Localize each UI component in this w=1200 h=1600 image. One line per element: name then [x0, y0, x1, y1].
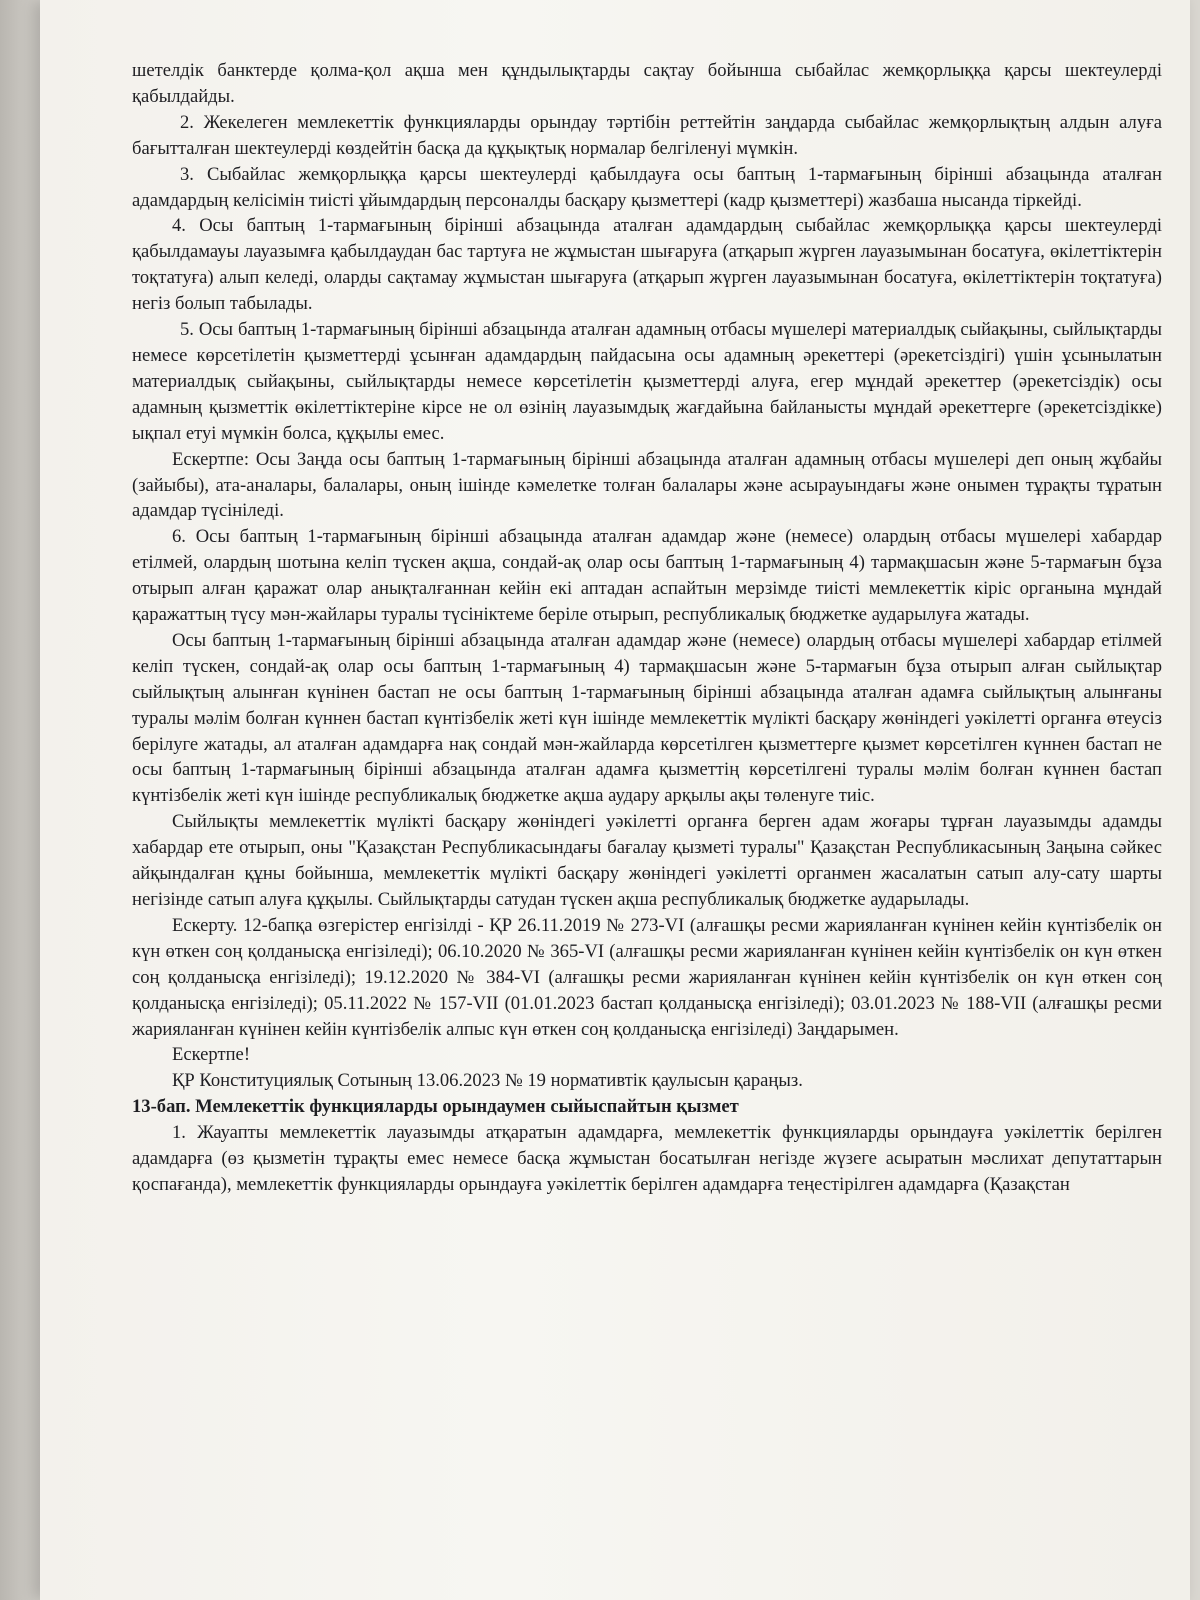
paragraph-note: Ескертпе: Осы Заңда осы баптың 1-тармағының бірінші абзацында аталған адамның отбасы мүшелері деп оның жұбайы (зайыбы), ата-аналары, балалары, оның ішінде кәмелетке толған балалары және асырауындағы және онымен тұрақты тұратын адамдар түсініледі.	[132, 448, 1162, 522]
paragraph-court-reference: ҚР Конституциялық Сотының 13.06.2023 № 19 нормативтік қаулысын қараңыз.	[172, 1070, 803, 1092]
paragraph-article-13-item-1: 1. Жауапты мемлекеттік лауазымды атқаратын адамдарға, мемлекеттік функцияларды орындауға уәкілеттік берілген адамдарға (өз қызметін тұрақты емес немесе басқа жұмыстан босатылған негізде жүзеге асыратын мәслихат депутаттарын қоспағанда), мемлекеттік функцияларды орындауға уәкілеттік берілген адамдарға теңестірілген адамдарға (Қазақстан	[132, 1122, 1162, 1195]
paragraph-item-2: 2. Жекелеген мемлекеттік функцияларды орындау тәртібін реттейтін заңдарда сыбайлас жемқорлықтың алдын алуға бағытталған шектеулерді көздейтін басқа да құқықтық нормалар белгіленуі мүмкін.	[132, 111, 1162, 159]
paragraph-gift-purchase: Сыйлықты мемлекеттік мүлікті басқару жөніндегі уәкілетті органға берген адам жоғары тұрған лауазымды адамды хабардар ете отырып, оны "Қазақстан Республикасындағы бағалау қызметі туралы" Қазақстан Республикасының Заңына сәйкес айқындалған құны бойынша, мемлекеттік мүлікті басқару жөніндегі уәкілетті органмен жасалатын сатып алу-сату шарты негізінде сатып алуға құқылы. Сыйлықтарды сатудан түскен ақша республикалық бюджетке аударылады.	[132, 811, 1162, 910]
page-edge-shadow	[0, 0, 40, 1600]
paragraph-item-3: 3. Сыбайлас жемқорлыққа қарсы шектеулерді қабылдауға осы баптың 1-тармағының бірінші абзацында аталған адамдардың келісімін тиісті ұйымдардың персоналды басқару қызметтері (кадр қызметтері) жазбаша нысанда тіркейді.	[132, 163, 1162, 211]
paragraph-item-6: 6. Осы баптың 1-тармағының бірінші абзацында аталған адамдар және (немесе) олардың отбасы мүшелері хабардар етілмей, олардың шотына келіп түскен ақша, сондай-ақ олар осы баптың 1-тармағының 4) тармақшасын және 5-тармағын бұза отырып алған қаражат олар анықталғаннан кейін екі аптадан аспайтын мерзімде тиісті мемлекеттік кіріс органына мұндай қаражаттың түсу мән-жайлары туралы түсініктеме беріле отырып, республикалық бюджетке аударылуға жатады.	[132, 526, 1162, 626]
paragraph-note-heading: Ескертпе!	[172, 1044, 251, 1066]
paragraph-item-4: 4. Осы баптың 1-тармағының бірінші абзацында аталған адамдардың сыбайлас жемқорлыққа қарсы шектеулерді қабылдамауы лауазымға қабылдаудан бас тартуға не жұмыстан шығаруға (атқарып жүрген лауазымынан босатуға, өкілеттіктерін тоқтатуға) алып келеді, оларды сақтамау жұмыстан шығаруға (атқарып жүрген лауазымынан босатуға, өкілеттіктерін тоқтатуға) негіз болып табылады.	[132, 215, 1162, 315]
document-text	[132, 58, 1162, 1198]
paragraph-continuation: шетелдік банктерде қолма-қол ақша мен құндылықтарды сақтау бойынша сыбайлас жемқорлыққа қарсы шектеулерді қабылдайды.	[132, 60, 1162, 107]
paragraph-item-5: 5. Осы баптың 1-тармағының бірінші абзацында аталған адамның отбасы мүшелері материалдық сыйақыны, сыйлықтарды немесе көрсетілетін қызметтерді ұсынған адамдардың пайдасына осы адамның әрекеттері (әрекетсіздігі) үшін ұсынылатын материалдық сыйақыны, сыйлықтарды немесе көрсетілетін қызметтерді алуға, егер мұндай әрекеттер (әрекетсіздік) осы адамның қызметтік өкілеттіктеріне кірсе не ол өзінің лауазымдық жағдайына байланысты мұндай әрекеттерге (әрекетсіздікке) ықпал етуі мүмкін болса, құқылы емес.	[132, 319, 1162, 444]
article-13-title: 13-бап. Мемлекеттік функцияларды орындаумен сыйыспайтын қызмет	[132, 1096, 739, 1118]
paragraph-gifts: Осы баптың 1-тармағының бірінші абзацында аталған адамдар және (немесе) олардың отбасы мүшелері хабардар етілмей келіп түскен, сондай-ақ олар осы баптың 1-тармағының 4) тармақшасын және 5-тармағын бұза отырып алған сыйлықтар сыйлықтың алынған күнінен бастап не осы баптың 1-тармағының бірінші абзацында аталған адамға сыйлықтың алынғаны туралы мәлім болған күннен бастап күнтізбелік жеті күн ішінде мемлекеттік мүлікті басқару жөніндегі уәкілетті органға өтеусіз берілуге жатады, ал аталған адамдарға нақ сондай мән-жайларда көрсетілген қызметтерге қызмет көрсетілген күннен бастап не осы баптың 1-тармағының бірінші абзацында аталған адамға қызметтің көрсетілгені туралы мәлім болған күннен бастап күнтізбелік жеті күн ішінде республикалық бюджетке ақша аудару арқылы ақы төленуге тиіс.	[132, 629, 1162, 807]
paragraph-amendments: Ескерту. 12-бапқа өзгерістер енгізілді - ҚР 26.11.2019 № 273-VI (алғашқы ресми жарияланған күнінен кейін күнтізбелік он күн өткен соң қолданысқа енгізіледі); 06.10.2020 № 365-VI (алғашқы ресми жарияланған күнінен кейін күнтізбелік он күн өткен соң қолданысқа енгізіледі); 19.12.2020 № 384-VI (алғашқы ресми жарияланған күнінен кейін күнтізбелік он күн өткен соң қолданысқа енгізіледі); 05.11.2022 № 157-VII (01.01.2023 бастап қолданысқа енгізіледі); 03.01.2023 № 188-VII (алғашқы ресми жарияланған күнінен кейін күнтізбелік алпыс күн өткен соң қолданысқа енгізіледі) Заңдарымен.	[132, 914, 1162, 1040]
